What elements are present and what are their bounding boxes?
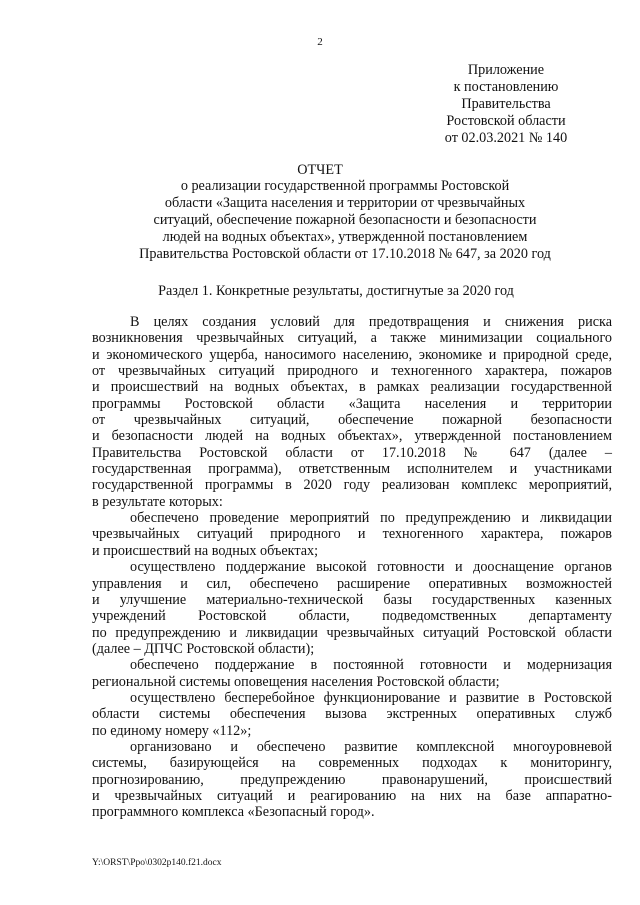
body-line: программы Ростовской области «Защита населения и территории bbox=[92, 395, 612, 412]
page-number: 2 bbox=[317, 36, 323, 48]
appendix-line: Правительства bbox=[461, 96, 551, 112]
body-line: Правительства Ростовской области от 17.10.2018 № 647 (далее – bbox=[92, 444, 612, 461]
subtitle-line: людей на водных объектах», утвержденной постановлением bbox=[162, 229, 528, 245]
subtitle-line: Правительства Ростовской области от 17.10.2018 № 647, за 2020 год bbox=[139, 246, 551, 262]
body-line: обеспечено проведение мероприятий по предупреждению и ликвидации bbox=[130, 510, 612, 527]
body-line: обеспечено поддержание в постоянной готовности и модернизация bbox=[130, 657, 612, 674]
appendix-line: к постановлению bbox=[453, 79, 559, 95]
body-line: и происшествий на водных объектах, в рамках реализации государственной bbox=[92, 379, 612, 396]
body-text bbox=[92, 314, 612, 821]
file-path-footer: Y:\ORST\Ppo\0302p140.f21.docx bbox=[92, 858, 222, 868]
body-line: и улучшение материально-технической базы государственных казенных bbox=[92, 591, 612, 608]
body-line: региональной системы оповещения населения Ростовской области; bbox=[92, 673, 500, 690]
subtitle-line: о реализации государственной программы Ростовской bbox=[180, 178, 510, 194]
body-line: учреждений Ростовской области, подведомственных департаменту bbox=[92, 608, 612, 625]
body-line: возникновения чрезвычайных ситуаций, а также минимизации социального bbox=[92, 330, 612, 347]
body-line: по предупреждению и ликвидации чрезвычайных ситуаций Ростовской области bbox=[92, 624, 612, 641]
body-line: осуществлено бесперебойное функционирование и развитие в Ростовской bbox=[130, 689, 612, 706]
body-line: и происшествий на водных объектах; bbox=[92, 542, 319, 559]
body-line: управления и сил, обеспечено расширение оперативных возможностей bbox=[92, 575, 612, 592]
subtitle-line: ситуаций, обеспечение пожарной безопасности и безопасности bbox=[153, 212, 537, 228]
body-line: осуществлено поддержание высокой готовности и дооснащение органов bbox=[130, 559, 612, 576]
body-line: и безопасности людей на водных объектах», утвержденной постановлением bbox=[92, 428, 612, 445]
body-line: чрезвычайных ситуаций природного и техногенного характера, пожаров bbox=[92, 526, 612, 543]
body-line: от чрезвычайных ситуаций, обеспечение пожарной безопасности bbox=[92, 412, 612, 429]
document-title: ОТЧЕТ bbox=[297, 162, 343, 178]
body-line: программного комплекса «Безопасный город». bbox=[92, 804, 375, 821]
body-line: государственной программы в 2020 году реализован комплекс мероприятий, bbox=[92, 477, 612, 494]
body-line: и чрезвычайных ситуаций и реагированию на них на базе аппаратно- bbox=[92, 787, 612, 804]
appendix-line: Приложение bbox=[467, 62, 545, 78]
body-line: области системы обеспечения вызова экстренных оперативных служб bbox=[92, 706, 612, 723]
body-line: государственная программа), ответственным исполнителем и участниками bbox=[92, 461, 612, 478]
body-line: по единому номеру «112»; bbox=[92, 722, 252, 739]
section-heading: Раздел 1. Конкретные результаты, достигнутые за 2020 год bbox=[158, 283, 514, 299]
body-line: (далее – ДПЧС Ростовской области); bbox=[92, 640, 315, 657]
body-line: прогнозированию, предупреждению правонарушений, происшествий bbox=[92, 771, 612, 788]
body-line: и экономического ущерба, наносимого населению, экономике и природной среде, bbox=[92, 346, 612, 363]
appendix-block bbox=[400, 62, 612, 147]
body-line: организовано и обеспечено развитие комплексной многоуровневой bbox=[130, 738, 612, 755]
appendix-line: от 02.03.2021 № 140 bbox=[444, 130, 568, 146]
body-line: системы, базирующейся на современных подходах к мониторингу, bbox=[92, 755, 612, 772]
body-line: В целях создания условий для предотвращения и снижения риска bbox=[130, 314, 612, 330]
subtitle-line: области «Защита населения и территории от чрезвычайных bbox=[164, 195, 526, 211]
document-subtitle bbox=[110, 178, 580, 263]
body-line: в результате которых: bbox=[92, 493, 223, 510]
appendix-line: Ростовской области bbox=[446, 113, 566, 129]
body-line: от чрезвычайных ситуаций природного и техногенного характера, пожаров bbox=[92, 363, 612, 380]
